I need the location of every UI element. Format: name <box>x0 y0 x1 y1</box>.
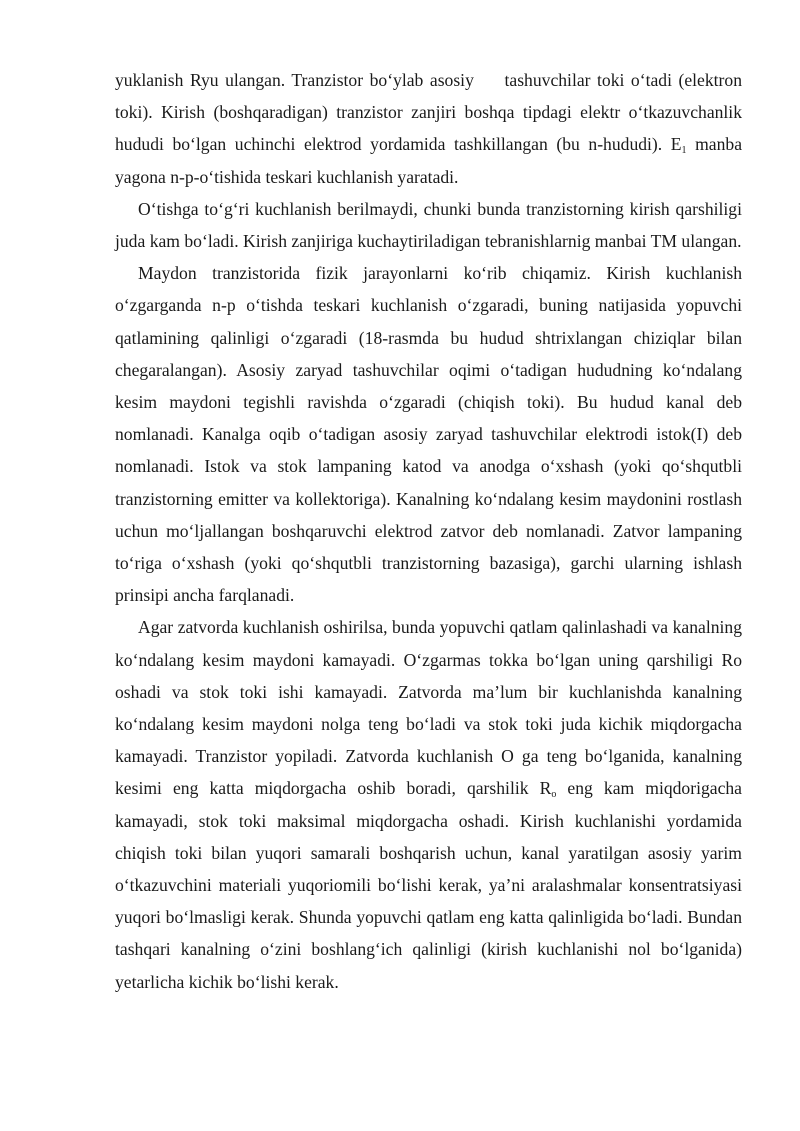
paragraph-4-subscript-o: o <box>551 789 557 801</box>
paragraph-1 <box>115 64 742 193</box>
paragraph-4-text-a: Agar zatvorda kuchlanish oshirilsa, bunda yopuvchi qatlam qalinlashadi va kanalning ko‘ndalang kesim maydoni kamayadi. O‘zgarmas tokka bo‘lgan uning qarshiligi Ro oshadi va stok toki ishi kamayadi. Zatvorda ma’lum bir kuchlanishda kanalning ko‘ndalang kesim maydoni nolga teng bo‘ladi va stok toki juda kichik miqdorgacha kamayadi. Tranzistor yopiladi. Zatvorda kuchlanish O ga teng bo‘lganida, kanalning kesimi eng katta miqdorgacha oshib boradi, qarshilik R <box>115 617 742 799</box>
paragraph-3 <box>115 257 742 611</box>
paragraph-4-text-b: eng kam miqdorigacha kamayadi, stok toki maksimal miqdorgacha oshadi. Kirish kuchlanishi yordamida chiqish toki bilan yuqori samarali boshqarish uchun, kanal yaratilgan asosiy yarim o‘tkazuvchini materiali yuqoriomili bo‘lishi kerak, ya’ni aralashmalar konsentratsiyasi yuqori bo‘lmasligi kerak. Shunda yopuvchi qatlam eng katta qalinligida bo‘ladi. Bundan tashqari kanalning o‘zini boshlang‘ich qalinligi (kirish kuchlanishi nol bo‘lganida) yetarlicha kichik bo‘lishi kerak. <box>115 778 742 992</box>
paragraph-1-subscript-1: 1 <box>681 145 687 157</box>
paragraph-4 <box>115 611 742 997</box>
paragraph-2-text: O‘tishga to‘g‘ri kuchlanish berilmaydi, chunki bunda tranzistorning kirish qarshiligi juda kam bo‘ladi. Kirish zanjiriga kuchaytiriladigan tebranishlarnig manbai TM ulangan. <box>115 198 742 252</box>
paragraph-1-text-b: manba yagona n-p-o‘tishida teskari kuchlanish yaratadi. <box>115 134 743 187</box>
paragraph-3-text: Maydon tranzistorida fizik jarayonlarni ko‘rib chiqamiz. Kirish kuchlanish o‘zgarganda n-p o‘tishda teskari kuchlanish o‘zgaradi, buning natijasida yopuvchi qatlamining qalinligi o‘zgaradi (18-rasmda bu hudud shtrixlangan chiziqlar bilan chegaralangan). Asosiy zaryad tashuvchilar oqimi o‘tadigan hududning ko‘ndalang kesim maydoni tegishli ravishda o‘zgaradi (chiqish toki). Bu hudud kanal deb nomlanadi. Kanalga oqib o‘tadigan asosiy zaryad tashuvchilar elektrodi istok(I) deb nomlanadi. Istok va stok lampaning katod va anodga o‘xshash (yoki qo‘shqutbli tranzistorning emitter va kollektoriga). Kanalning ko‘ndalang kesim maydonini rostlash uchun mo‘ljallangan boshqaruvchi elektrod zatvor deb nomlanadi. Zatvor lampaning to‘riga o‘xshash (yoki qo‘shqutbli tranzistorning bazasiga), garchi ularning ishlash prinsipi ancha farqlanadi. <box>115 263 742 606</box>
document-page <box>115 64 742 998</box>
paragraph-2 <box>115 193 742 257</box>
paragraph-1-text-a: yuklanish Ryu ulangan. Tranzistor bo‘ylab asosiy tashuvchilar toki o‘tadi (elektron toki). Kirish (boshqaradigan) tranzistor zanjiri boshqa tipdagi elektr o‘tkazuvchanlik hududi bo‘lgan uchinchi elektrod yordamida tashkillangan (bu n-hududi). E <box>115 70 742 155</box>
